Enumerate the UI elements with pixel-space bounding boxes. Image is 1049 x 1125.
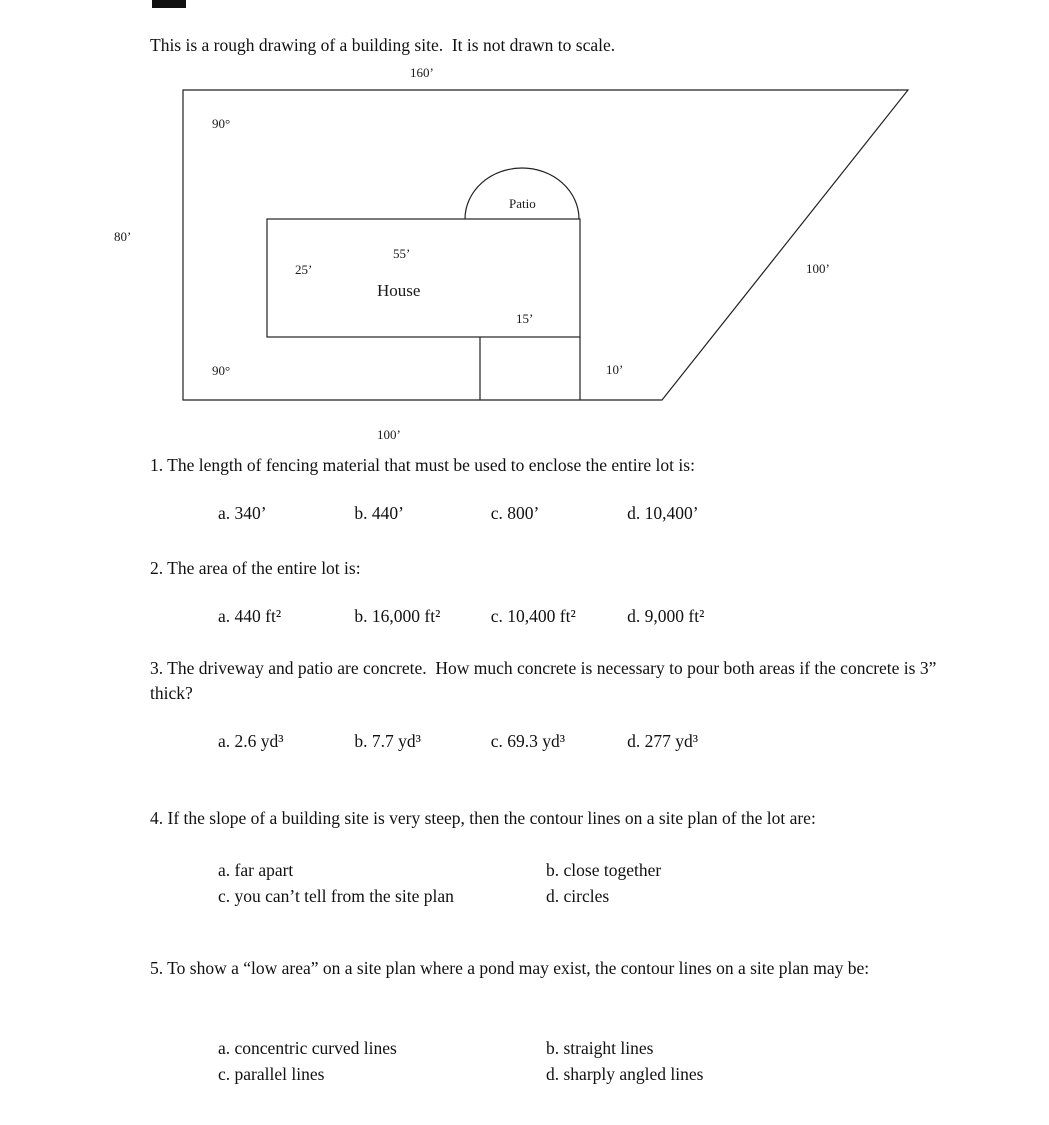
site-diagram-svg [0,0,1049,460]
option-1c: c. 800’ [490,503,540,523]
option-5a: a. concentric curved lines [218,1038,397,1058]
option-3a: a. 2.6 yd³ [218,731,284,751]
label-patio: Patio [509,196,536,211]
question-1-options [218,503,759,524]
question-4-options [218,857,661,909]
question-3-text: 3. The driveway and patio are concrete. How much concrete is necessary to pour both areas if the concrete is 3” thick? [150,658,941,703]
intro-text: This is a rough drawing of a building site. It is not drawn to scale. [150,35,616,55]
option-4d: d. circles [546,886,610,906]
label-diagonal-length: 100’ [806,261,830,276]
question-2-options [218,606,759,627]
option-5c: c. parallel lines [218,1064,325,1084]
option-1b: b. 440’ [354,503,404,523]
label-angle-bottom-left: 90° [212,363,231,378]
option-5d: d. sharply angled lines [546,1064,704,1084]
option-2d: d. 9,000 ft² [627,606,705,626]
option-2c: c. 10,400 ft² [490,606,576,626]
label-top-width: 160’ [410,65,434,80]
label-house-depth: 25’ [295,262,313,277]
option-3c: c. 69.3 yd³ [490,731,566,751]
option-3b: b. 7.7 yd³ [354,731,421,751]
label-left-height: 80’ [114,229,132,244]
option-1d: d. 10,400’ [627,503,699,523]
option-2b: b. 16,000 ft² [354,606,441,626]
label-house: House [377,281,421,300]
label-house-width: 55’ [393,246,411,261]
site-diagram [0,0,1049,460]
label-driveway-width: 10’ [606,362,624,377]
question-2-text: 2. The area of the entire lot is: [150,558,361,578]
question-5-options [218,1035,703,1087]
label-house-side: 15’ [516,311,534,326]
question-5-text: 5. To show a “low area” on a site plan where a pond may exist, the contour lines on a site plan may be: [150,958,870,978]
option-4c: c. you can’t tell from the site plan [218,886,454,906]
option-3d: d. 277 yd³ [627,731,698,751]
label-bottom-width: 100’ [377,427,401,442]
option-4a: a. far apart [218,860,294,880]
question-4-text: 4. If the slope of a building site is very steep, then the contour lines on a site plan of the lot are: [150,808,816,828]
label-angle-top-left: 90° [212,116,231,131]
lot-outline [183,90,908,400]
option-5b: b. straight lines [546,1038,654,1058]
option-4b: b. close together [546,860,662,880]
question-1-text: 1. The length of fencing material that must be used to enclose the entire lot is: [150,455,695,475]
question-3-options [218,731,759,752]
option-1a: a. 340’ [218,503,267,523]
option-2a: a. 440 ft² [218,606,282,626]
